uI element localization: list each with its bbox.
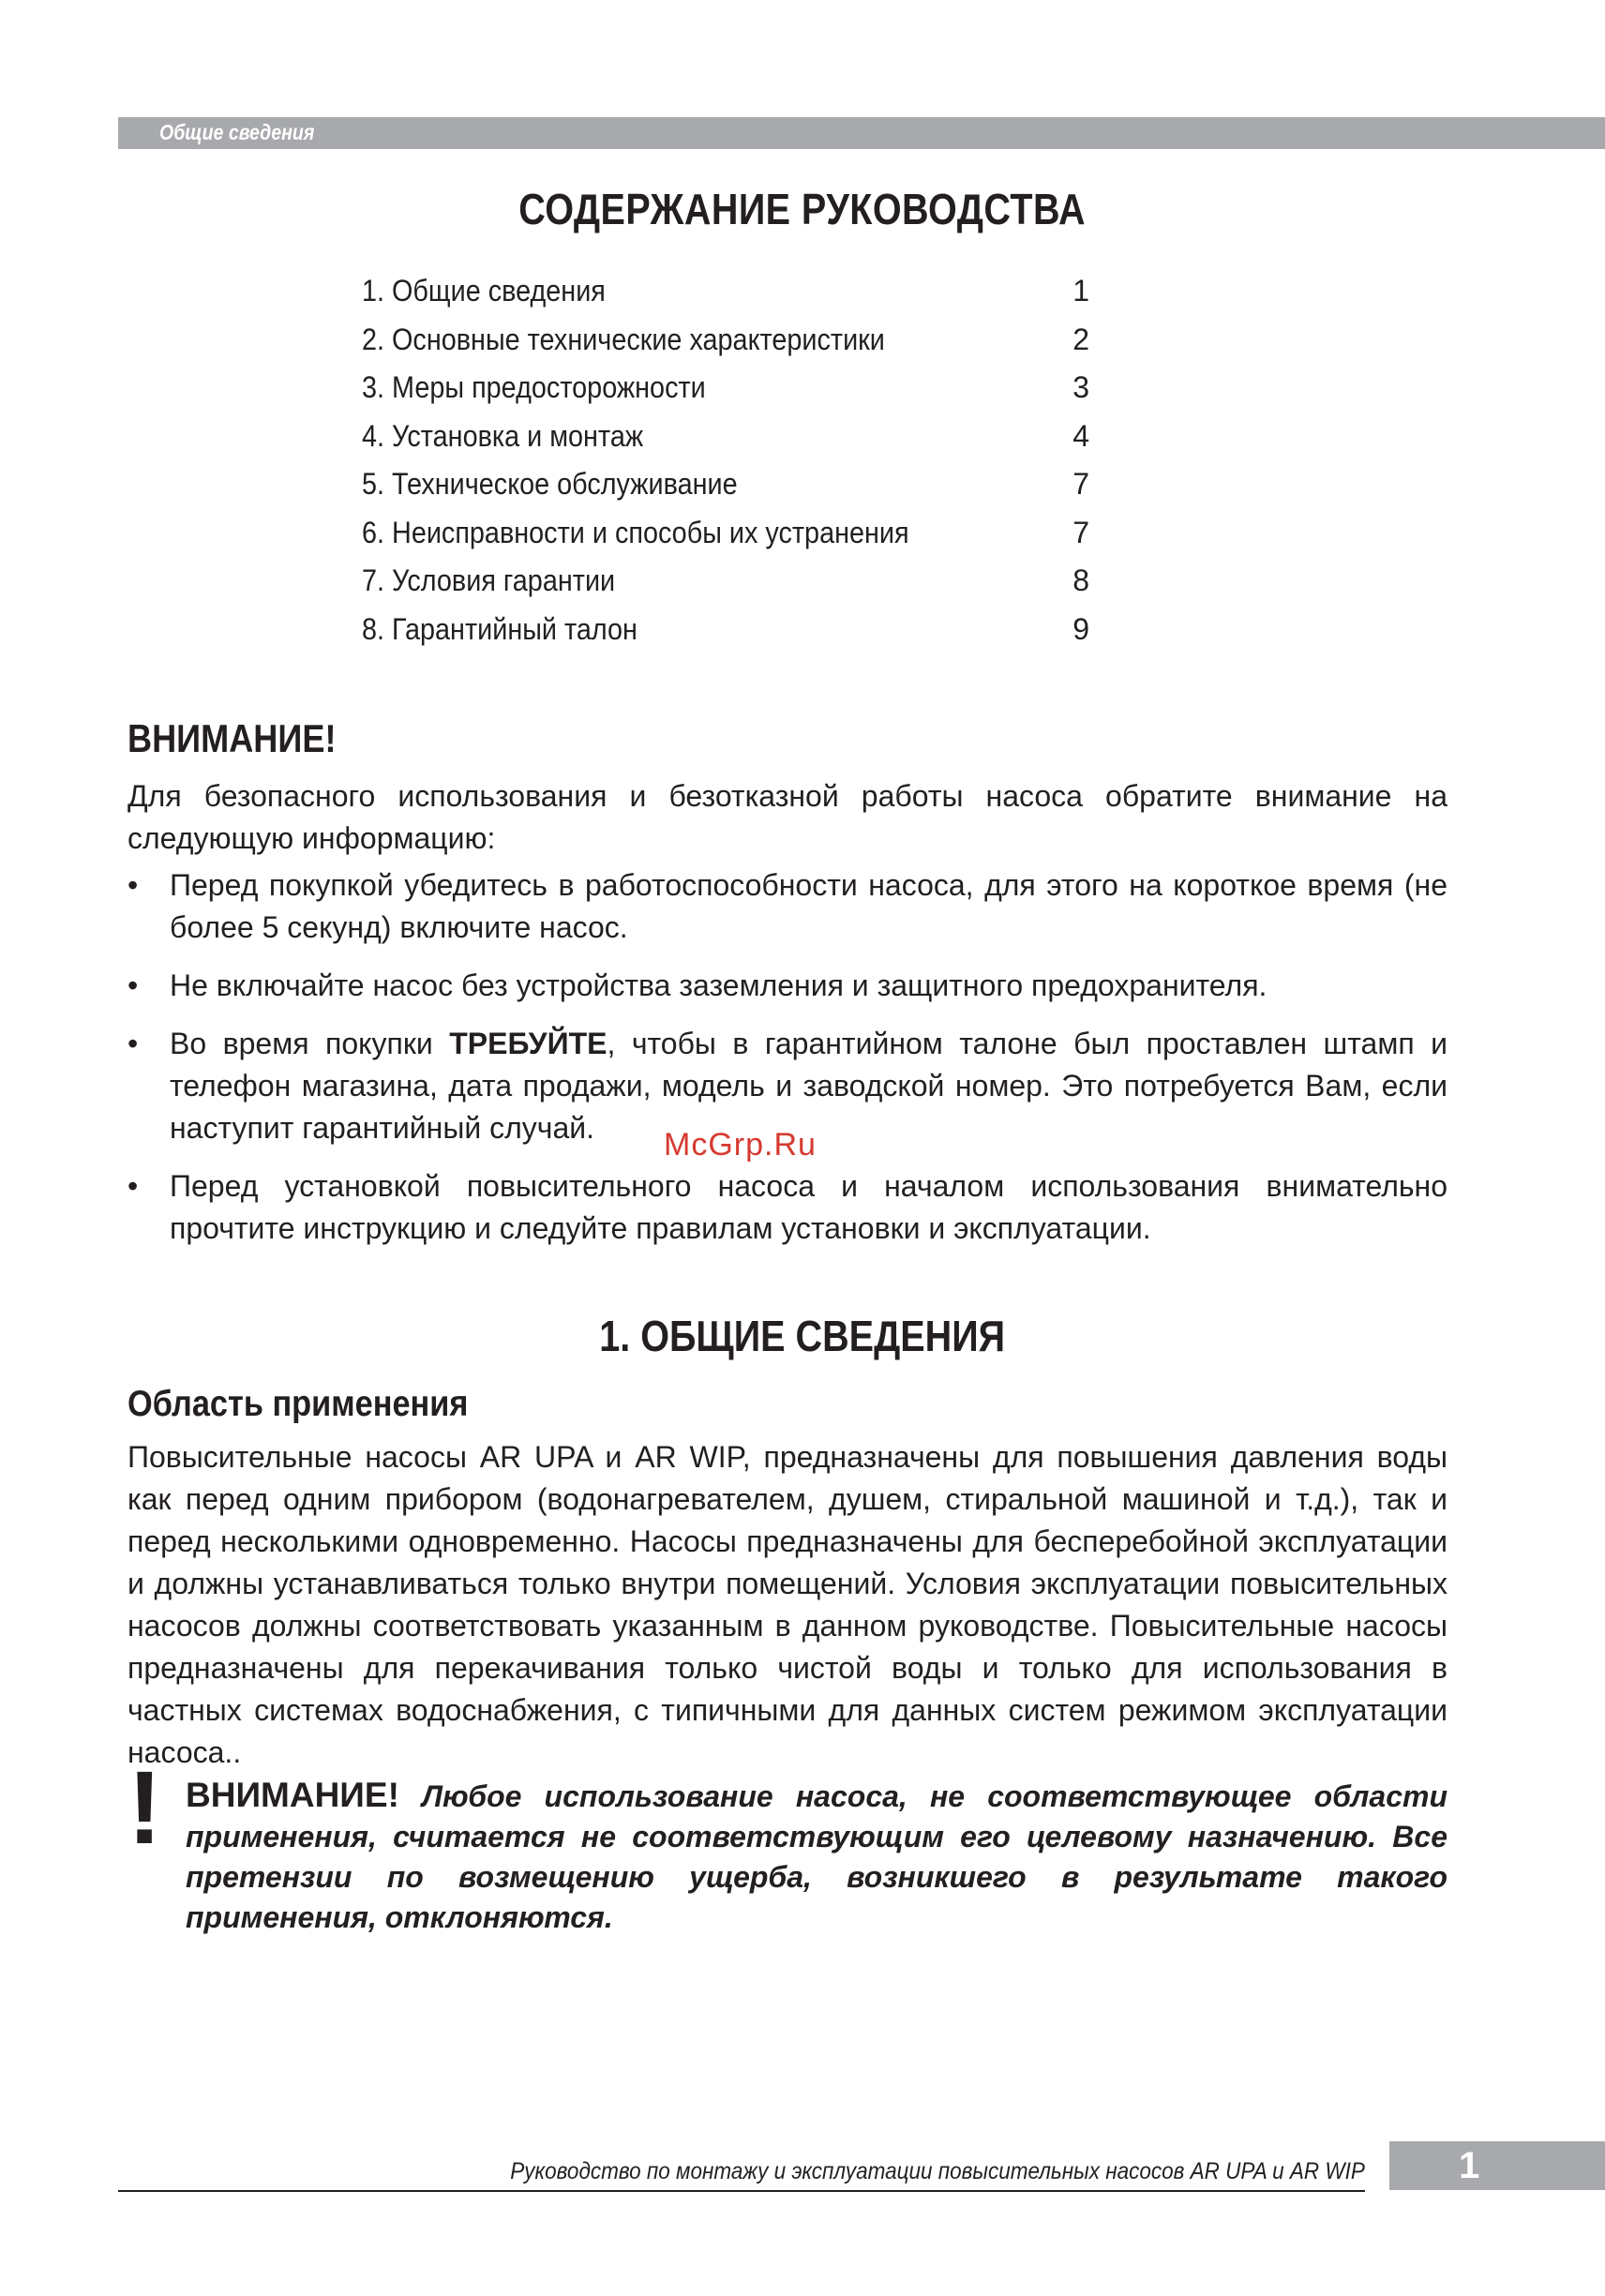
toc-item-label: 1. Общие сведения [362, 274, 606, 308]
toc-item [362, 274, 1089, 323]
toc-item [362, 467, 1089, 516]
toc-item-page: 4 [1072, 418, 1089, 453]
watermark: McGrp.Ru [664, 1127, 817, 1163]
footer-title: Руководство по монтажу и эксплуатации повысительных насосов AR UPA и AR WIP [510, 2158, 1365, 2184]
toc-item [362, 323, 1089, 371]
footer-divider [118, 2190, 1365, 2192]
toc-item-label: 7. Условия гарантии [362, 563, 616, 597]
list-item [128, 965, 1448, 1007]
toc-item-label: 5. Техническое обслуживание [362, 467, 738, 501]
section-header-bar [118, 117, 1605, 149]
bullet-text: Во время покупки ТРЕБУЙТЕ, чтобы в гарантийном талоне был проставлен штамп и телефон магазина, дата продажи, модель и заводской номер. Это потребуется Вам, если наступит гарантийный случай. [170, 1027, 1448, 1145]
toc-item-page: 2 [1072, 322, 1089, 356]
section-body: Повысительные насосы AR UPA и AR WIP, предназначены для повышения давления воды как перед одним прибором (водонагревателем, душем, стиральной машиной и т.д.), так и перед несколькими одновременно. Насосы предназначены для бесперебойной эксплуатации и должны устанавливаться только внутри помещений. Условия эксплуатации повысительных насосов должны соответствовать указанным в данном руководстве. Повысительные насосы предназначены для перекачивания только чистой воды и только для использования в частных системах водоснабжения, с типичными для данных систем режимом эксплуатации насоса.. [128, 1440, 1448, 1769]
emphasis-text: ТРЕБУЙТЕ [449, 1027, 608, 1060]
bullet-icon: • [128, 868, 139, 902]
section-header-label: Общие сведения [159, 120, 315, 144]
bullet-icon: • [128, 968, 139, 1002]
exclamation-icon: ! [128, 1750, 162, 1866]
toc-item-page: 9 [1072, 611, 1089, 646]
bullet-text: Перед установкой повысительного насоса и началом использования внимательно прочтите инструкцию и следуйте правилам установки и эксплуатации. [170, 1169, 1448, 1245]
bullet-icon: • [128, 1027, 139, 1060]
attention-bullet-list [128, 864, 1448, 1266]
subsection-heading: Область применения [128, 1384, 469, 1424]
toc-item-page: 7 [1072, 467, 1089, 501]
toc-item-label: 8. Гарантийный талон [362, 611, 638, 646]
toc-item [362, 612, 1089, 661]
toc-item-page: 8 [1072, 563, 1089, 597]
list-item [128, 1165, 1448, 1250]
toc-item-label: 4. Установка и монтаж [362, 418, 644, 453]
warning-note [186, 1775, 1448, 1938]
toc-item-label: 3. Меры предосторожности [362, 370, 706, 404]
attention-heading: ВНИМАНИЕ! [128, 716, 337, 760]
bullet-text: Не включайте насос без устройства заземления и защитного предохранителя. [170, 968, 1268, 1002]
attention-intro: Для безопасного использования и безотказной работы насоса обратите внимание на следующую информацию: [128, 779, 1448, 855]
warning-text: Любое использование насоса, не соответствующее области применения, считается не соответствующим его целевому назначению. Все претензии по возмещению ущерба, возникшего в результате такого применения, отклоняются. [186, 1779, 1448, 1934]
table-of-contents [362, 274, 1089, 660]
bullet-icon: • [128, 1169, 139, 1203]
toc-item [362, 563, 1089, 612]
toc-item-label: 6. Неисправности и способы их устранения [362, 515, 909, 549]
toc-item-label: 2. Основные технические характеристики [362, 322, 885, 356]
warning-label: ВНИМАНИЕ! [186, 1776, 399, 1814]
toc-item [362, 419, 1089, 468]
toc-item-page: 1 [1072, 274, 1089, 308]
toc-item-page: 7 [1072, 515, 1089, 549]
page-number: 1 [1459, 2145, 1480, 2186]
toc-title: СОДЕРЖАНИЕ РУКОВОДСТВА [518, 185, 1087, 233]
section-title: 1. ОБЩИЕ СВЕДЕНИЯ [599, 1312, 1006, 1360]
toc-item-page: 3 [1072, 370, 1089, 404]
list-item [128, 864, 1448, 949]
bullet-text: Перед покупкой убедитесь в работоспособности насоса, для этого на короткое время (не более 5 секунд) включите насос. [170, 868, 1448, 944]
page-number-box [1389, 2141, 1605, 2190]
toc-item [362, 370, 1089, 419]
toc-item [362, 516, 1089, 564]
